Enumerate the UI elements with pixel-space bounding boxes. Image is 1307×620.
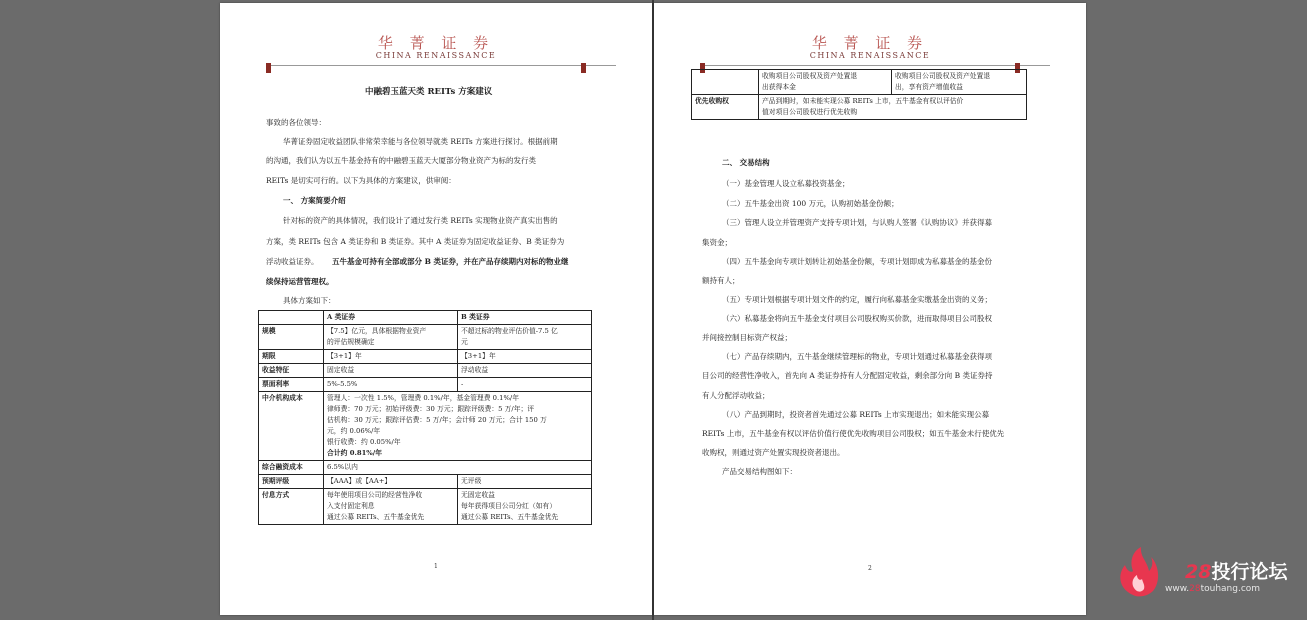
table-cell: 管理人：一次性 1.5%，管理费 0.1%/年，基金管理费 0.1%/年 律师费：70 万元；初始评级费：30 万元；跟踪评级费：5 万/年；评 估机构：30 万元；跟踪评估费：5 万/年；会计师 20 万元；合计 150 万 元，约 0.06%/年 银行收费：约 0.05%/年 合计约 0.81%/年 <box>324 392 592 461</box>
paragraph-line: 方案，类 REITs 包含 A 类证券和 B 类证券。其中 A 类证券为固定收益证券、B 类证券为 <box>266 237 565 246</box>
list-item: （六）私募基金将向五牛基金支付项目公司股权购买价款，进而取得项目公司股权 <box>722 314 992 323</box>
table-row <box>259 475 592 489</box>
table-row <box>692 95 1027 120</box>
list-item-cont: 收购权，则通过资产处置实现投资者退出。 <box>702 448 845 457</box>
list-item: （一）基金管理人设立私募投资基金； <box>722 179 850 188</box>
table-row <box>259 489 592 525</box>
list-item: （八）产品到期时，投资者首先通过公募 REITs 上市实现退出；如未能实现公募 <box>722 410 990 419</box>
company-logo <box>220 35 652 61</box>
table-cell: 不超过标的物业评估价值-7.5 亿 元 <box>458 325 592 350</box>
paragraph-bold: 续保持运营管理权。 <box>266 277 334 286</box>
document-page-1 <box>220 3 652 615</box>
table-cell: 收购项目公司股权及资产处置退 出，享有资产增值收益 <box>892 70 1027 95</box>
row-label <box>692 70 759 95</box>
table-cell: 无评级 <box>458 475 592 489</box>
table-cell: 浮动收益 <box>458 364 592 378</box>
list-item-cont: 并间接控制目标资产权益； <box>702 333 792 342</box>
intro-line: 具体方案如下： <box>283 296 336 305</box>
table-header-cell: A 类证券 <box>324 311 458 325</box>
watermark-title <box>1185 557 1287 584</box>
row-label: 优先收购权 <box>692 95 759 120</box>
row-label: 综合融资成本 <box>259 461 324 475</box>
table-cell: 【AAA】或【AA+】 <box>324 475 458 489</box>
watermark-number: 28 <box>1185 561 1212 583</box>
page-number: 2 <box>868 565 872 572</box>
logo-chinese: 华 菁 证 券 <box>811 34 929 52</box>
document-title: 中融碧玉蓝天类 REITs 方案建议 <box>365 87 493 97</box>
table-cell: - <box>458 378 592 392</box>
table-row <box>692 70 1027 95</box>
table-cell: 固定收益 <box>324 364 458 378</box>
table-cell: 6.5%以内 <box>324 461 592 475</box>
table-cell: 【3+1】年 <box>324 350 458 364</box>
table-row <box>259 461 592 475</box>
paragraph-bold: 五牛基金可持有全部或部分 B 类证券，并在产品存续期内对标的物业继 <box>332 257 569 266</box>
row-label: 预期评级 <box>259 475 324 489</box>
list-item-cont: 额持有人； <box>702 276 740 285</box>
list-item: （五）专项计划根据专项计划文件的约定，履行向私募基金实缴基金出资的义务； <box>722 295 992 304</box>
row-label: 票面利率 <box>259 378 324 392</box>
table-header-cell: B 类证券 <box>458 311 592 325</box>
header-rule-left-mark <box>266 63 271 73</box>
plan-table <box>258 310 592 525</box>
company-logo <box>654 35 1086 61</box>
closing-line: 产品交易结构图如下： <box>722 467 797 476</box>
table-cell: 产品到期时，如未能实现公募 REITs 上市，五牛基金有权以评估价 值对项目公司股权进行优先收购 <box>759 95 1027 120</box>
paragraph-line: 针对标的资产的具体情况，我们设计了通过发行类 REITs 实现物业资产真实出售的 <box>283 216 558 225</box>
table-cell: 收购项目公司股权及资产处置退 出获得本金 <box>759 70 892 95</box>
table-cell: 【3+1】年 <box>458 350 592 364</box>
row-label: 收益特征 <box>259 364 324 378</box>
plan-table-continued <box>691 69 1027 120</box>
logo-english: CHINA RENAISSANCE <box>375 51 497 60</box>
list-item-cont: REITs 上市，五牛基金有权以评估价值行使优先收购项目公司股权；如五牛基金未行使优先 <box>702 429 1005 438</box>
row-label: 付息方式 <box>259 489 324 525</box>
table-row <box>259 378 592 392</box>
header-rule-right-mark <box>581 63 586 73</box>
table-row <box>259 364 592 378</box>
header-rule <box>266 65 616 69</box>
table-row <box>259 325 592 350</box>
greeting: 事致的各位领导： <box>266 118 326 127</box>
table-header-row <box>259 311 592 325</box>
table-cell: 无固定收益 每年获得项目公司分红（如有） 通过公募 REITs、五牛基金优先 <box>458 489 592 525</box>
paragraph-line: 的沟通，我们认为以五牛基金持有的中融碧玉蓝天大厦部分物业资产为标的发行类 <box>266 156 536 165</box>
page-number: 1 <box>434 563 438 570</box>
logo-chinese: 华 菁 证 券 <box>377 34 495 52</box>
document-page-2 <box>654 3 1086 615</box>
list-item-cont: 有人分配浮动收益； <box>702 391 770 400</box>
watermark-name: 投行论坛 <box>1211 561 1288 583</box>
list-item-cont: 目公司的经营性净收入，首先向 A 类证券持有人分配固定收益，剩余部分向 B 类证券持 <box>702 371 993 380</box>
list-item: （二）五牛基金出资 100 万元，认购初始基金份额； <box>722 199 899 208</box>
watermark-url: www.28touhang.com <box>1165 584 1261 594</box>
row-label: 中介机构成本 <box>259 392 324 461</box>
table-cell: 5%-5.5% <box>324 378 458 392</box>
paragraph-line: 浮动收益证券。 <box>266 257 319 266</box>
paragraph-line: REITs 是切实可行的。以下为具体的方案建议，供审阅： <box>266 176 456 185</box>
section-heading: 二、 交易结构 <box>722 158 770 167</box>
section-heading: 一、 方案简要介绍 <box>283 196 346 205</box>
list-item: （三）管理人设立并管理资产支持专项计划，与认购人签署《认购协议》并获得募 <box>722 218 992 227</box>
table-row <box>259 350 592 364</box>
list-item: （四）五牛基金向专项计划转让初始基金份额，专项计划即成为私募基金的基金份 <box>722 257 992 266</box>
table-cell: 每年使用项目公司的经营性净收 入支付固定利息 通过公募 REITs、五牛基金优先 <box>324 489 458 525</box>
logo-english: CHINA RENAISSANCE <box>809 51 931 60</box>
row-label: 规模 <box>259 325 324 350</box>
table-row <box>259 392 592 461</box>
paragraph-line: 华菁证券固定收益团队非常荣幸能与各位领导就类 REITs 方案进行探讨。根据前期 <box>283 137 558 146</box>
list-item: （七）产品存续期内，五牛基金继续管理标的物业，专项计划通过私募基金获得项 <box>722 352 992 361</box>
list-item-cont: 集资金； <box>702 238 732 247</box>
table-cell: 【7.5】亿元，具体根据物业资产 的评估规模确定 <box>324 325 458 350</box>
table-cell <box>259 311 324 325</box>
row-label: 期限 <box>259 350 324 364</box>
